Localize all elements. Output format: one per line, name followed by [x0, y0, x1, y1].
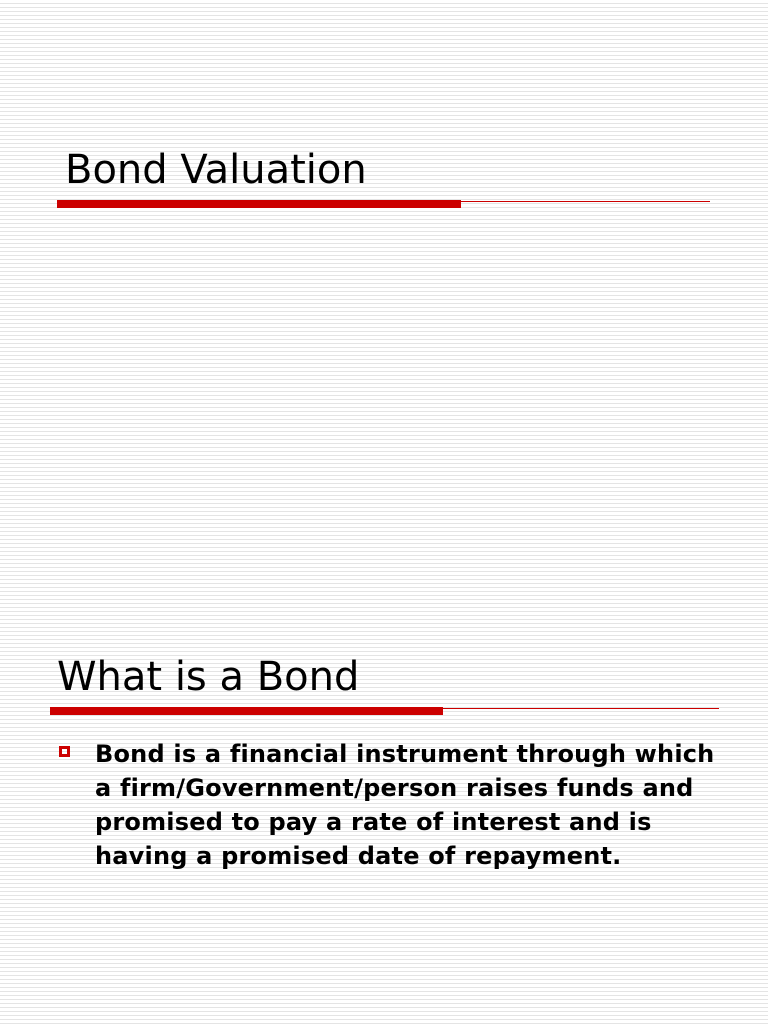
slide-title: Bond Valuation [65, 147, 367, 193]
title-underline-thin [461, 201, 710, 202]
bullet-text: Bond is a financial instrument through which a firm/Government/person raises funds and promised to pay a rate of interest and is having a promised date of repayment. [95, 740, 715, 870]
slide-what-is-a-bond [0, 512, 768, 1024]
bullet-list [57, 737, 717, 873]
bullet-item [57, 737, 717, 873]
title-underline-thick [50, 707, 443, 715]
hollow-square-bullet-icon [59, 746, 70, 757]
title-underline-thin [443, 708, 719, 709]
title-underline-thick [57, 200, 461, 208]
slide-title: What is a Bond [57, 654, 360, 700]
